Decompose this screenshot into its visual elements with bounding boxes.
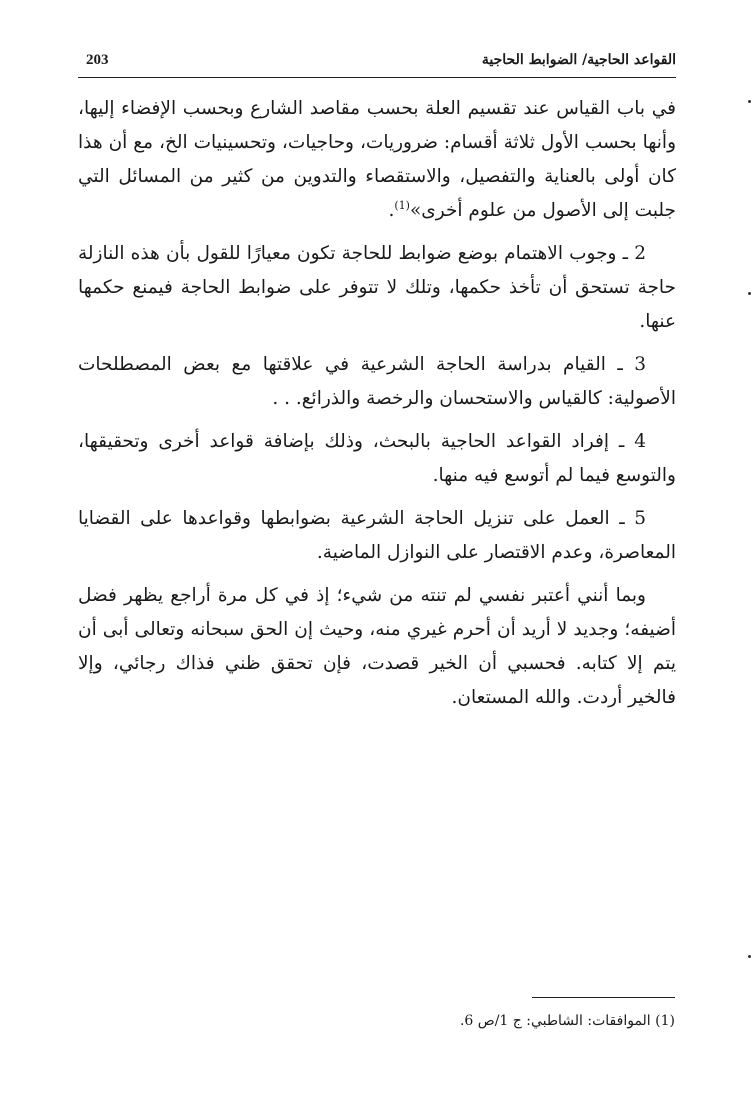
margin-mark	[748, 100, 751, 103]
footnote-rule	[532, 997, 675, 998]
margin-mark	[748, 292, 751, 295]
footnote: (1) الموافقات: الشاطبي: ج 1/ص 6.	[459, 1013, 675, 1029]
paragraph-continuation	[78, 92, 676, 228]
footnote-reference: (1)	[394, 198, 410, 212]
paragraph-item-4: 4 ـ إفراد القواعد الحاجية بالبحث، وذلك بإضافة قواعد أخرى وتحقيقها، والتوسع فيما لم أتوسع فيه منها.	[78, 431, 676, 486]
header-rule	[78, 77, 676, 78]
body-text	[78, 92, 676, 724]
page-number: 203	[86, 52, 109, 68]
paragraph-item-5: 5 ـ العمل على تنزيل الحاجة الشرعية بضوابطها وقواعدها على القضايا المعاصرة، وعدم الاقتصار على النوازل الماضية.	[78, 508, 676, 563]
paragraph-tail: .	[388, 200, 395, 221]
paragraph-item-3: 3 ـ القيام بدراسة الحاجة الشرعية في علاقتها مع بعض المصطلحات الأصولية: كالقياس والاستحسان والرخصة والذرائع. . .	[78, 354, 676, 409]
paragraph-text: في باب القياس عند تقسيم العلة بحسب مقاصد الشارع وبحسب الإفضاء إليها، وأنها بحسب الأول ثلاثة أقسام: ضروريات، وحاجيات، وتحسينيات الخ، مع أن هذا كان أولى بالعناية والتفصيل، والاستقصاء والتدوين من كثير من المسائل التي جلبت إلى الأصول من علوم أخرى»	[78, 98, 676, 221]
paragraph-closing: وبما أنني أعتبر نفسي لم تنته من شيء؛ إذ في كل مرة أراجع يظهر فضل أضيفه؛ وجديد لا أريد أن أحرم غيري منه، وحيث إن الحق سبحانه وتعالى أبى أن يتم إلا كتابه. فحسبي أن الخير قصدت، فإن تحقق ظني فذاك رجائي، وإلا فالخير أردت. والله المستعان.	[78, 585, 676, 708]
margin-mark	[748, 955, 751, 958]
page-header	[78, 50, 676, 80]
running-title: القواعد الحاجية/ الضوابط الحاجية	[481, 52, 676, 68]
paragraph-item-2: 2 ـ وجوب الاهتمام بوضع ضوابط للحاجة تكون معيارًا للقول بأن هذه النازلة حاجة تستحق أن تأخذ حكمها، وتلك لا تتوفر على ضوابط الحاجة فيمنع حكمها عنها.	[78, 243, 676, 332]
